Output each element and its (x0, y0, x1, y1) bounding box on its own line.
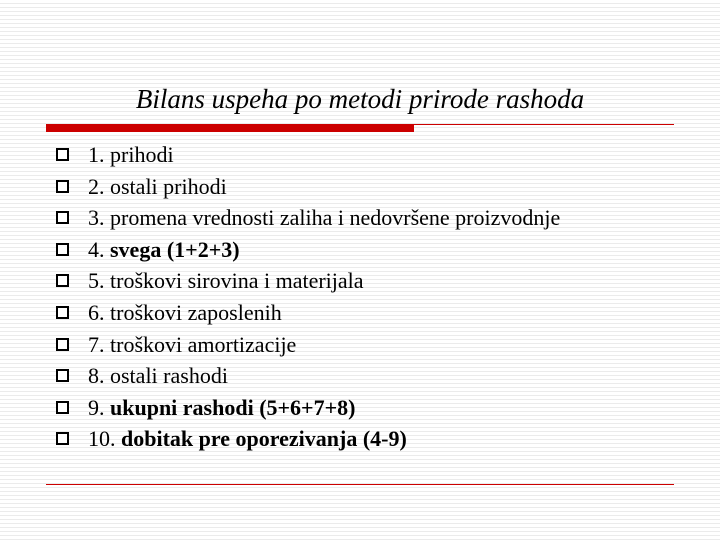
list-item (56, 234, 560, 266)
item-number: 2. (88, 173, 105, 199)
list-item (56, 139, 560, 171)
item-text: prihodi (110, 142, 174, 167)
item-text: troškovi sirovina i materijala (110, 268, 364, 294)
bottom-divider (46, 484, 674, 485)
item-number: 1. (88, 142, 105, 167)
item-text: troškovi zaposlenih (110, 299, 282, 325)
square-bullet-icon (56, 401, 69, 414)
list-item (56, 297, 560, 329)
item-number: 9. (88, 394, 105, 420)
item-text: ostali rashodi (110, 363, 228, 389)
item-number: 7. (88, 331, 105, 357)
square-bullet-icon (56, 148, 69, 161)
item-number: 5. (88, 268, 105, 294)
item-number: 10. (88, 426, 116, 452)
square-bullet-icon (56, 338, 69, 351)
item-text: promena vrednosti zaliha i nedovršene proizvodnje (110, 205, 561, 231)
list-item (56, 171, 560, 203)
item-number: 6. (88, 299, 105, 325)
square-bullet-icon (56, 432, 69, 445)
list-item (56, 329, 560, 361)
item-text-bold: ukupni rashodi (5+6+7+8) (110, 394, 356, 420)
square-bullet-icon (56, 211, 69, 224)
square-bullet-icon (56, 306, 69, 319)
item-number: 8. (88, 363, 105, 389)
square-bullet-icon (56, 180, 69, 193)
item-text: ostali prihodi (110, 173, 227, 199)
slide-title: Bilans uspeha po metodi prirode rashoda (135, 84, 585, 114)
item-text-bold: svega (1+2+3) (110, 236, 240, 262)
square-bullet-icon (56, 274, 69, 287)
list-item (56, 392, 560, 424)
list-item (56, 202, 560, 234)
list-item (56, 265, 560, 297)
item-text-bold: dobitak pre oporezivanja (4-9) (121, 426, 407, 452)
title-underline-thin (414, 124, 674, 125)
list-item (56, 423, 560, 455)
title-underline-thick (46, 124, 414, 132)
square-bullet-icon (56, 243, 69, 256)
item-number: 3. (88, 205, 105, 231)
item-text: troškovi amortizacije (110, 331, 297, 357)
list-item (56, 360, 560, 392)
square-bullet-icon (56, 369, 69, 382)
bullet-list (56, 139, 560, 455)
item-number: 4. (88, 236, 105, 262)
